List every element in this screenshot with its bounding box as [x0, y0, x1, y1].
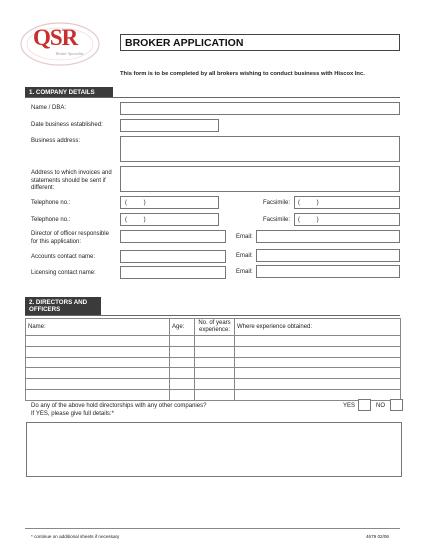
company-details-heading: 1. COMPANY DETAILS	[25, 87, 113, 98]
logo-tagline: Broker Specialist	[56, 51, 84, 56]
table-row	[26, 389, 401, 400]
director-officer-label: Director of officer responsible for this application:	[31, 231, 109, 245]
telephone-2-label: Telephone no.:	[31, 217, 71, 223]
area-code-parens: ( )	[298, 217, 319, 223]
where-cell[interactable]	[235, 336, 401, 347]
intro-text: This form is to be completed by all brokers wishing to conduct business with Hiscox Inc.	[120, 71, 365, 77]
telephone-2-field[interactable]	[120, 213, 219, 226]
full-details-label: If YES, please give full details:*	[31, 411, 114, 417]
col-years-header: No. of years experience:	[195, 319, 235, 336]
where-cell[interactable]	[235, 379, 401, 390]
table-row	[26, 379, 401, 390]
age-cell[interactable]	[170, 336, 195, 347]
directors-officers-heading: 2. DIRECTORS AND OFFICERS	[25, 297, 101, 316]
area-code-parens: ( )	[298, 200, 319, 206]
years-cell[interactable]	[195, 368, 235, 379]
director-officer-field[interactable]	[120, 230, 226, 243]
name-cell[interactable]	[26, 336, 170, 347]
table-row	[26, 368, 401, 379]
invoice-address-label: Address to which invoices and statements should be sent if different:	[31, 170, 112, 191]
licensing-email-field[interactable]	[256, 265, 400, 278]
facsimile-1-label: Facsimile:	[263, 200, 291, 206]
date-established-field[interactable]	[120, 119, 219, 132]
telephone-1-field[interactable]	[120, 196, 219, 209]
no-label: NO	[376, 403, 385, 409]
years-cell[interactable]	[195, 346, 235, 357]
invoice-address-field[interactable]	[120, 166, 400, 192]
name-cell[interactable]	[26, 368, 170, 379]
logo-wordmark: QSR	[33, 25, 78, 50]
age-cell[interactable]	[170, 368, 195, 379]
yes-label: YES	[343, 403, 356, 409]
business-address-field[interactable]	[120, 136, 400, 162]
business-address-label: Business address:	[31, 138, 81, 144]
footer-rule	[25, 528, 400, 529]
directorships-question: Do any of the above hold directorships with any other companies?	[31, 403, 207, 409]
table-row	[26, 346, 401, 357]
where-cell[interactable]	[235, 346, 401, 357]
facsimile-2-field[interactable]	[294, 213, 400, 226]
col-where-header: Where experience obtained:	[235, 319, 401, 336]
form-code: 4679 02/06	[366, 534, 389, 539]
years-cell[interactable]	[195, 379, 235, 390]
accounts-email-field[interactable]	[256, 249, 400, 262]
directors-table	[25, 318, 401, 401]
date-established-label: Date business established:	[31, 122, 103, 128]
section-divider	[25, 97, 400, 98]
table-row	[26, 336, 401, 347]
licensing-email-label: Email:	[236, 269, 253, 275]
name-cell[interactable]	[26, 357, 170, 368]
age-cell[interactable]	[170, 379, 195, 390]
years-cell[interactable]	[195, 389, 235, 400]
area-code-parens: ( )	[125, 217, 146, 223]
licensing-contact-field[interactable]	[120, 266, 226, 279]
no-checkbox[interactable]	[390, 399, 403, 411]
name-dba-label: Name / DBA:	[31, 105, 67, 111]
col-age-header: Age:	[170, 319, 195, 336]
col-name-header: Name:	[26, 319, 170, 336]
years-cell[interactable]	[195, 357, 235, 368]
director-email-field[interactable]	[256, 230, 400, 243]
licensing-contact-label: Licensing contact name:	[31, 270, 96, 276]
director-email-label: Email:	[236, 234, 253, 240]
name-dba-field[interactable]	[120, 102, 400, 115]
table-row	[26, 357, 401, 368]
where-cell[interactable]	[235, 357, 401, 368]
section-divider	[25, 315, 400, 316]
form-title: BROKER APPLICATION	[125, 37, 244, 49]
area-code-parens: ( )	[125, 200, 146, 206]
yes-checkbox[interactable]	[358, 399, 371, 411]
name-cell[interactable]	[26, 346, 170, 357]
telephone-1-label: Telephone no.:	[31, 200, 71, 206]
name-cell[interactable]	[26, 379, 170, 390]
footer-note: * continue on additional sheets if necessary	[31, 534, 120, 539]
accounts-contact-field[interactable]	[120, 250, 226, 263]
facsimile-2-label: Facsimile:	[263, 217, 291, 223]
years-cell[interactable]	[195, 336, 235, 347]
accounts-contact-label: Accounts contact name:	[31, 254, 96, 260]
facsimile-1-field[interactable]	[294, 196, 400, 209]
where-cell[interactable]	[235, 368, 401, 379]
where-cell[interactable]	[235, 389, 401, 400]
accounts-email-label: Email:	[236, 253, 253, 259]
company-logo	[20, 21, 102, 67]
age-cell[interactable]	[170, 346, 195, 357]
name-cell[interactable]	[26, 389, 170, 400]
age-cell[interactable]	[170, 389, 195, 400]
form-title-box	[120, 34, 400, 51]
full-details-field[interactable]	[26, 422, 402, 477]
age-cell[interactable]	[170, 357, 195, 368]
directors-table-header	[26, 319, 401, 336]
